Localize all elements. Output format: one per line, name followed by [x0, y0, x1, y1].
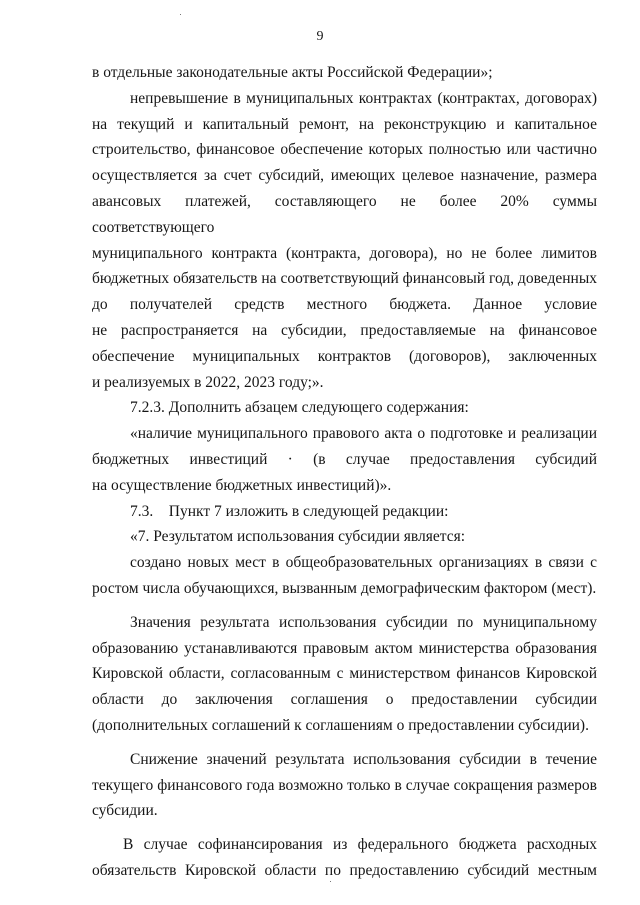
text-line: обеспечение муниципальных контрактов (договоров), заключенных — [92, 347, 597, 365]
text-line: 7.3. Пункт 7 изложить в следующей редакции: — [130, 502, 449, 520]
text-line: до получателей средств местного бюджета. Данное условие — [92, 296, 597, 314]
page-number: 9 — [316, 29, 324, 44]
text-line: (дополнительных соглашений к соглашениям о предоставлении субсидии). — [92, 716, 589, 734]
text-line: ростом числа обучающихся, вызванным демографическим фактором (мест). — [92, 579, 597, 597]
document-body — [92, 60, 597, 884]
text-line: Значения результата использования субсидии по муниципальному — [130, 613, 597, 631]
text-line: обязательств Кировской области по предоставлению субсидий местным — [92, 861, 597, 879]
text-line: в отдельные законодательные акты Российской Федерации»; — [92, 64, 493, 81]
text-line: Кировской области, согласованным с министерством финансов Кировской — [92, 665, 597, 683]
text-line: 7.2.3. Дополнить абзацем следующего содержания: — [130, 399, 469, 417]
text-line: и реализуемых в 2022, 2023 году;». — [92, 373, 324, 391]
text-line: субсидии. — [92, 802, 158, 820]
text-line: текущего финансового года возможно только в случае сокращения размеров — [92, 776, 597, 794]
text-line: непревышение в муниципальных контрактах (контрактах, договорах) — [130, 89, 597, 107]
text-line: бюджетных обязательств на соответствующий финансовый год, доведенных — [92, 270, 597, 288]
text-line: области до заключения соглашения о предоставлении субсидии — [92, 691, 597, 709]
text-line: образованию устанавливаются правовым актом министерства образования — [92, 639, 597, 657]
text-line: на текущий и капитальный ремонт, на реконструкцию и капитальное — [92, 115, 597, 133]
text-line: В случае софинансирования из федерального бюджета расходных — [123, 836, 597, 854]
scan-speck — [180, 14, 181, 15]
text-line: бюджетных инвестиций · (в случае предоставления субсидий — [92, 450, 597, 468]
text-line: осуществляется за счет субсидий, имеющих целевое назначение, размера — [92, 167, 597, 185]
text-line: не распространяется на субсидии, предоставляемые на финансовое — [92, 321, 597, 339]
text-line: «наличие муниципального правового акта о подготовке и реализации — [130, 425, 597, 443]
text-line: авансовых платежей, составляющего не более 20% суммы соответствующего — [92, 192, 597, 236]
text-line: Снижение значений результата использования субсидии в течение — [130, 750, 597, 768]
text-line: строительство, финансовое обеспечение которых полностью или частично — [92, 141, 597, 159]
text-line: муниципального контракта (контракта, договора), но не более лимитов — [92, 244, 597, 262]
text-line: «7. Результатом использования субсидии является: — [130, 528, 466, 546]
text-line: создано новых мест в общеобразовательных организациях в связи с — [130, 554, 597, 572]
text-line: на осуществление бюджетных инвестиций)». — [92, 476, 392, 494]
